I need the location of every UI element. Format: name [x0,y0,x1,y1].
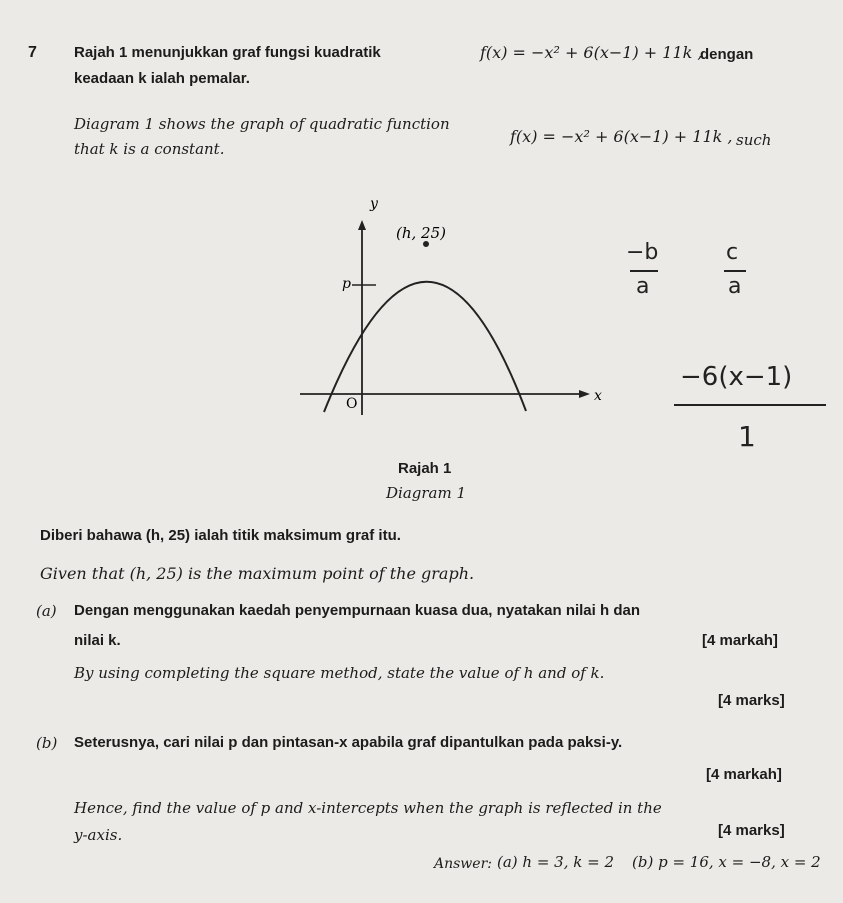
part-a-ms-marks: [4 markah] [702,632,778,649]
y-axis-arrow [358,220,366,230]
handwritten-denominator: 1 [738,420,756,453]
handwritten-fraction-bar-2 [724,270,746,272]
question-text-ms-dengan: dengan [700,46,754,63]
handwritten-fraction-bar-1 [630,270,658,272]
handwritten-numerator: −6(x−1) [680,362,793,392]
caption-en: Diagram 1 [386,484,467,502]
question-number: 7 [28,44,37,61]
question-text-en-such: such [736,131,772,149]
part-b-en-line2: y-axis. [74,826,123,844]
question-text-ms-line1: Rajah 1 menunjukkan graf fungsi kuadratik [74,44,381,61]
handwritten-neg-b: −b [626,240,659,265]
part-b-ms-text: Seterusnya, cari nilai p dan pintasan-x apabila graf dipantulkan pada paksi-y. [74,734,623,751]
answer-a: (a) h = 3, k = 2 [497,853,614,871]
part-b-en-line1: Hence, find the value of p and x-intercepts when the graph is reflected in the [74,799,662,817]
handwritten-denominator-a2: a [728,274,742,299]
handwritten-c: c [726,240,739,265]
answer-label: Answer: [434,856,492,872]
y-axis-label: y [370,196,378,212]
parabola-curve [324,282,526,412]
given-en: Given that (h, 25) is the maximum point of the graph. [40,564,475,583]
max-point-label: (h, 25) [396,224,446,242]
part-a-en-marks: [4 marks] [718,692,785,709]
x-axis-arrow [579,390,590,398]
question-text-ms-line2: keadaan k ialah pemalar. [74,70,250,87]
part-a-ms-line2: nilai k. [74,632,121,649]
answer-b: (b) p = 16, x = −8, x = 2 [632,853,821,871]
question-text-en-line2: that k is a constant. [74,140,225,158]
part-b-label: (b) [36,734,58,752]
given-ms: Diberi bahawa (h, 25) ialah titik maksimum graf itu. [40,527,401,544]
question-text-en-line1: Diagram 1 shows the graph of quadratic function [74,115,450,133]
part-b-en-marks: [4 marks] [718,822,785,839]
part-a-label: (a) [36,602,57,620]
function-en: f(x) = −x² + 6(x−1) + 11k , [510,127,733,146]
caption-ms: Rajah 1 [398,460,452,477]
part-a-en-text: By using completing the square method, state the value of h and of k. [74,664,605,682]
quadratic-graph [300,190,620,430]
part-a-ms-line1: Dengan menggunakan kaedah penyempurnaan kuasa dua, nyatakan nilai h dan [74,602,640,619]
handwritten-denominator-a1: a [636,274,650,299]
x-axis-label: x [594,388,602,404]
handwritten-fraction-bar-3 [674,404,826,406]
part-b-ms-marks: [4 markah] [706,766,782,783]
function-ms: f(x) = −x² + 6(x−1) + 11k , [480,43,703,62]
p-label: p [342,276,351,292]
origin-label: O [346,396,358,412]
